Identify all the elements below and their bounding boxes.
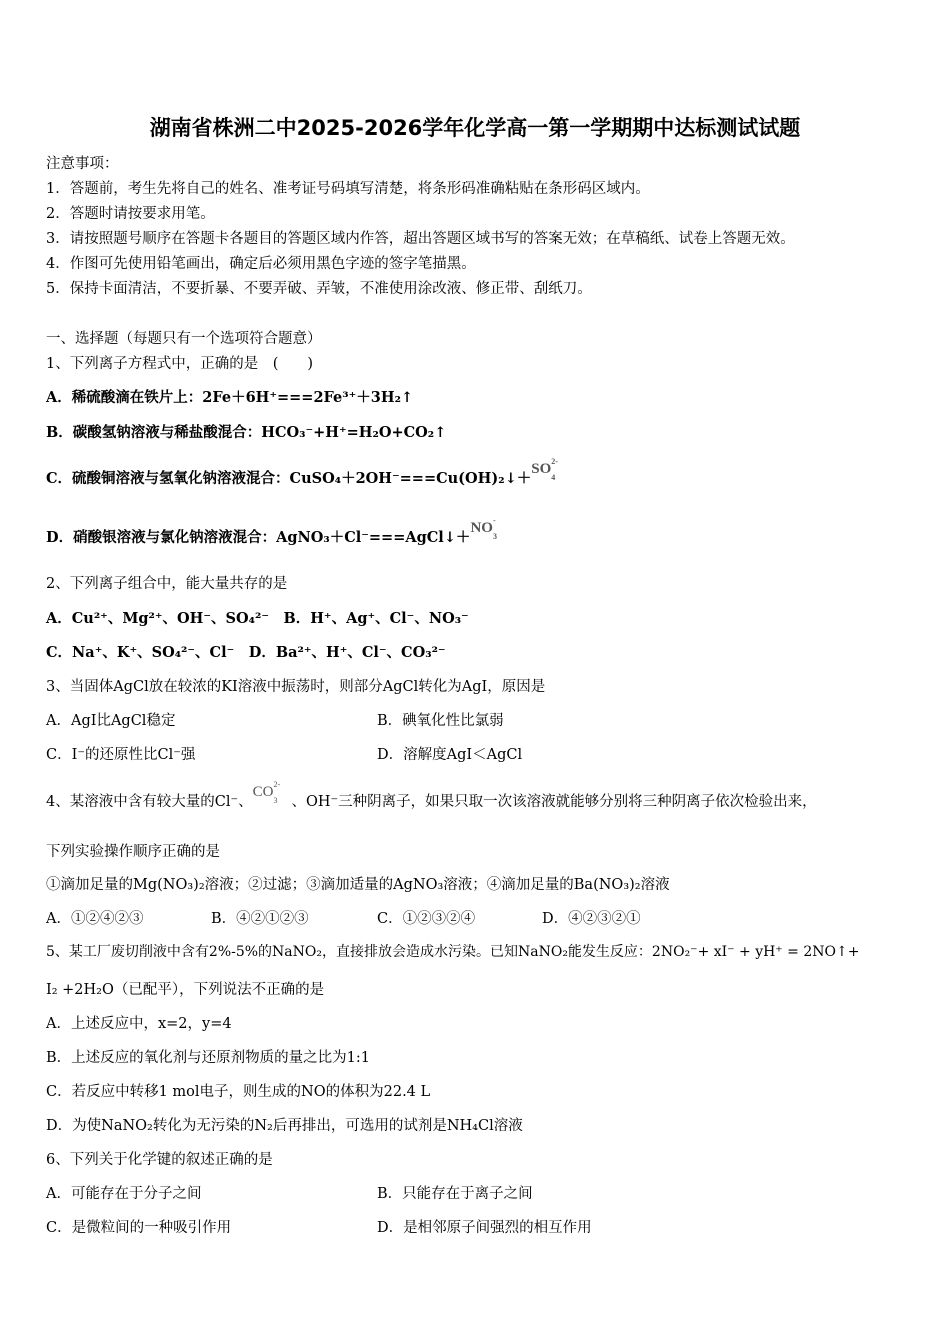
q3-option-b: B．碘氧化性比氯弱 bbox=[377, 713, 504, 729]
q1-option-a: A．稀硫酸滴在铁片上：2Fe＋6H⁺===2Fe³⁺＋3H₂↑ bbox=[46, 389, 414, 406]
q2-options-cd: C．Na⁺、K⁺、SO₄²⁻、Cl⁻ D．Ba²⁺、H⁺、Cl⁻、CO₃²⁻ bbox=[46, 644, 446, 661]
q6-option-b: B．只能存在于离子之间 bbox=[377, 1186, 533, 1202]
page-title: 湖南省株洲二中2025-2026学年化学高一第一学期期中达标测试试题 bbox=[149, 116, 801, 140]
q4-option-c: C．①②③②④ bbox=[377, 911, 476, 927]
q3-stem: 3、当固体AgCl放在较浓的KI溶液中振荡时，则部分AgCl转化为AgI，原因是 bbox=[46, 679, 546, 695]
q1-option-c-text: C．硫酸铜溶液与氢氧化钠溶液混合：CuSO₄＋2OH⁻===Cu(OH)₂↓＋ bbox=[46, 470, 532, 487]
q4-option-a: A．①②④②③ bbox=[46, 911, 144, 927]
carbonate-ion bbox=[252, 780, 281, 805]
q4-stem-continued: 下列实验操作顺序正确的是 bbox=[46, 844, 220, 860]
notice-item: 2．答题时请按要求用笔。 bbox=[46, 206, 215, 222]
q2-stem: 2、下列离子组合中，能大量共存的是 bbox=[46, 576, 288, 592]
q1-option-d-text: D．硝酸银溶液与氯化钠溶液混合：AgNO₃＋Cl⁻===AgCl↓＋ bbox=[46, 529, 471, 546]
q5-option-c: C．若反应中转移1 mol电子，则生成的NO的体积为22.4 L bbox=[46, 1084, 431, 1100]
q6-option-a: A．可能存在于分子之间 bbox=[46, 1186, 202, 1202]
q5-stem-continued: I₂ +2H₂O（已配平），下列说法不正确的是 bbox=[46, 982, 325, 998]
q5-option-d: D．为使NaNO₂转化为无污染的N₂后再排出，可选用的试剂是NH₄Cl溶液 bbox=[46, 1118, 523, 1134]
q3-option-d: D．溶解度AgI＜AgCl bbox=[377, 747, 523, 763]
q6-option-c: C．是微粒间的一种吸引作用 bbox=[46, 1220, 232, 1236]
q5-stem: 5、某工厂废切削液中含有2%-5%的NaNO₂，直接排放会造成水污染。已知NaNO₂能发生反应：2NO₂⁻+ xI⁻ + yH⁺ = 2NO↑+ bbox=[46, 944, 860, 960]
ion-symbol: SO bbox=[531, 461, 552, 477]
ion-subscript: 4 bbox=[551, 473, 556, 482]
q1-option-b: B．碳酸氢钠溶液与稀盐酸混合：HCO₃⁻+H⁺=H₂O+CO₂↑ bbox=[46, 424, 447, 441]
q5-option-a: A．上述反应中，x=2，y=4 bbox=[46, 1016, 232, 1032]
q6-stem: 6、下列关于化学键的叙述正确的是 bbox=[46, 1152, 273, 1168]
q6-option-d: D．是相邻原子间强烈的相互作用 bbox=[377, 1220, 592, 1236]
q3-option-c: C．I⁻的还原性比Cl⁻强 bbox=[46, 747, 196, 763]
ion-symbol: NO bbox=[470, 520, 493, 536]
ion-subscript: 3 bbox=[273, 796, 278, 805]
q4-stem bbox=[46, 780, 817, 811]
sulfate-ion bbox=[531, 457, 558, 482]
q1-stem: 1、下列离子方程式中，正确的是 ( ) bbox=[46, 356, 314, 372]
notice-item: 3．请按照题号顺序在答题卡各题目的答题区域内作答，超出答题区域书写的答案无效；在草稿纸、试卷上答题无效。 bbox=[46, 231, 795, 247]
notice-item: 4．作图可先使用铅笔画出，确定后必须用黑色字迹的签字笔描黑。 bbox=[46, 256, 476, 272]
q4-option-b: B．④②①②③ bbox=[211, 911, 309, 927]
q4-stem-pre: 4、某溶液中含有较大量的Cl⁻、 bbox=[46, 794, 253, 810]
q1-option-d bbox=[46, 516, 497, 547]
nitrate-ion bbox=[470, 516, 497, 541]
q4-operations: ①滴加足量的Mg(NO₃)₂溶液；②过滤；③滴加适量的AgNO₃溶液；④滴加足量的Ba(NO₃)₂溶液 bbox=[46, 877, 670, 893]
ion-charge: - bbox=[492, 516, 496, 525]
ion-charge: 2- bbox=[273, 780, 281, 789]
ion-charge: 2- bbox=[551, 457, 558, 466]
ion-symbol: CO bbox=[252, 784, 274, 800]
q2-options-ab: A．Cu²⁺、Mg²⁺、OH⁻、SO₄²⁻ B．H⁺、Ag⁺、Cl⁻、NO₃⁻ bbox=[46, 610, 469, 627]
section-heading: 一、选择题（每题只有一个选项符合题意） bbox=[46, 331, 322, 347]
notice-heading: 注意事项： bbox=[46, 156, 119, 172]
q4-stem-post: 、OH⁻三种阴离子，如果只取一次该溶液就能够分别将三种阴离子依次检验出来， bbox=[291, 794, 817, 810]
notice-item: 1．答题前，考生先将自己的姓名、准考证号码填写清楚，将条形码准确粘贴在条形码区域内。 bbox=[46, 181, 650, 197]
q4-option-d: D．④②③②① bbox=[542, 911, 641, 927]
ion-subscript: 3 bbox=[492, 532, 497, 541]
notice-item: 5．保持卡面清洁，不要折暴、不要弄破、弄皱，不准使用涂改液、修正带、刮纸刀。 bbox=[46, 281, 592, 297]
q5-option-b: B．上述反应的氧化剂与还原剂物质的量之比为1:1 bbox=[46, 1050, 370, 1066]
q3-option-a: A．AgI比AgCl稳定 bbox=[46, 713, 176, 729]
q1-option-c bbox=[46, 457, 558, 488]
